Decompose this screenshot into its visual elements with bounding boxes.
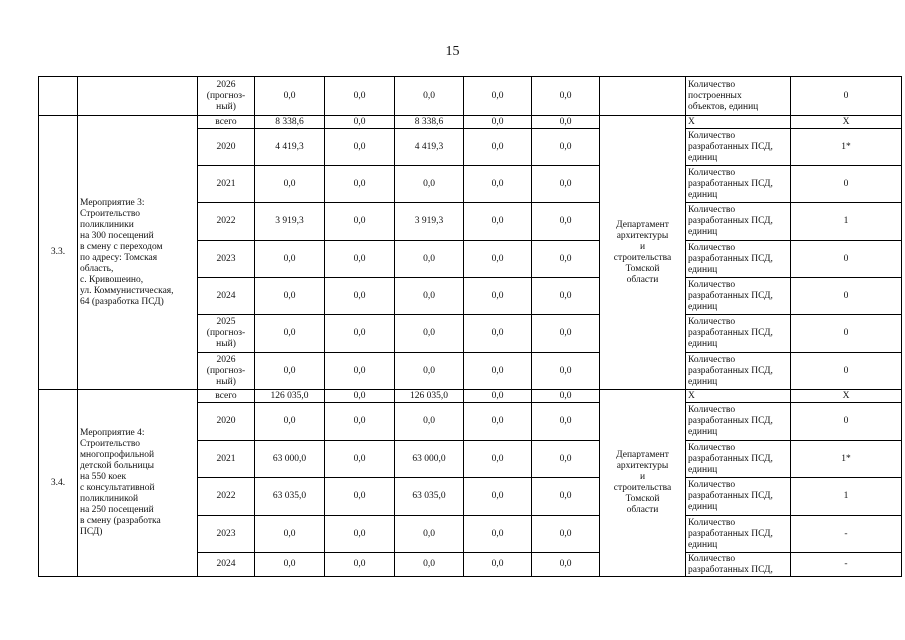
target-cell: 0	[791, 241, 902, 278]
value-cell: 0,0	[255, 278, 325, 315]
year-cell: 2024	[198, 278, 255, 315]
indicator-cell: Количество разработанных ПСД, единиц	[686, 516, 791, 553]
value-cell: 0,0	[395, 166, 464, 203]
value-cell: 0,0	[532, 77, 600, 116]
target-cell: 0	[791, 77, 902, 116]
year-cell: 2023	[198, 516, 255, 553]
year-cell: 2020	[198, 403, 255, 441]
target-cell: 1	[791, 478, 902, 516]
value-cell: 0,0	[464, 441, 532, 478]
target-cell: 1*	[791, 441, 902, 478]
value-cell: 0,0	[325, 203, 395, 241]
table-row	[39, 116, 902, 129]
value-cell: 0,0	[325, 403, 395, 441]
value-cell: 0,0	[395, 353, 464, 390]
value-cell: 0,0	[464, 315, 532, 353]
target-cell: Х	[791, 116, 902, 129]
value-cell: 0,0	[395, 241, 464, 278]
value-cell: 0,0	[464, 553, 532, 577]
indicator-cell: Количество разработанных ПСД, единиц	[686, 129, 791, 166]
value-cell: 63 035,0	[255, 478, 325, 516]
year-cell: 2025 (прогноз- ный)	[198, 315, 255, 353]
indicator-cell: Количество разработанных ПСД, единиц	[686, 403, 791, 441]
value-cell: 0,0	[255, 553, 325, 577]
year-cell: всего	[198, 390, 255, 403]
value-cell: 0,0	[464, 353, 532, 390]
value-cell: 0,0	[532, 166, 600, 203]
value-cell: 0,0	[464, 390, 532, 403]
target-cell: 0	[791, 353, 902, 390]
target-cell: 0	[791, 315, 902, 353]
value-cell: 0,0	[395, 403, 464, 441]
indicator-cell: Х	[686, 390, 791, 403]
year-cell: 2024	[198, 553, 255, 577]
value-cell: 0,0	[325, 241, 395, 278]
year-cell: 2026 (прогноз- ный)	[198, 77, 255, 116]
indicator-cell: Х	[686, 116, 791, 129]
value-cell: 0,0	[464, 241, 532, 278]
value-cell: 0,0	[532, 203, 600, 241]
value-cell: 0,0	[532, 241, 600, 278]
target-cell: -	[791, 553, 902, 577]
value-cell: 63 000,0	[255, 441, 325, 478]
indicator-cell: Количество разработанных ПСД, единиц	[686, 441, 791, 478]
value-cell: 0,0	[395, 516, 464, 553]
department-cell	[600, 77, 686, 116]
value-cell: 0,0	[532, 129, 600, 166]
value-cell: 0,0	[532, 315, 600, 353]
value-cell: 0,0	[255, 403, 325, 441]
year-cell: 2023	[198, 241, 255, 278]
year-cell: 2020	[198, 129, 255, 166]
value-cell: 0,0	[532, 390, 600, 403]
target-cell: Х	[791, 390, 902, 403]
value-cell: 0,0	[325, 390, 395, 403]
value-cell: 0,0	[464, 77, 532, 116]
value-cell: 8 338,6	[255, 116, 325, 129]
value-cell: 0,0	[255, 315, 325, 353]
number-cell	[39, 77, 78, 116]
value-cell: 0,0	[325, 441, 395, 478]
value-cell: 0,0	[532, 516, 600, 553]
indicator-cell: Количество разработанных ПСД, единиц	[686, 353, 791, 390]
value-cell: 0,0	[255, 353, 325, 390]
department-cell: Департамент архитектуры и строительства Томской области	[600, 116, 686, 390]
value-cell: 0,0	[255, 77, 325, 116]
value-cell: 0,0	[532, 278, 600, 315]
value-cell: 0,0	[464, 516, 532, 553]
value-cell: 0,0	[325, 278, 395, 315]
value-cell: 0,0	[464, 403, 532, 441]
indicator-cell: Количество построенных объектов, единиц	[686, 77, 791, 116]
value-cell: 0,0	[532, 116, 600, 129]
indicator-cell: Количество разработанных ПСД, единиц	[686, 315, 791, 353]
value-cell: 0,0	[464, 478, 532, 516]
value-cell: 0,0	[464, 129, 532, 166]
year-cell: 2021	[198, 441, 255, 478]
value-cell: 0,0	[395, 553, 464, 577]
target-cell: 0	[791, 166, 902, 203]
budget-table	[38, 76, 902, 577]
target-cell: -	[791, 516, 902, 553]
value-cell: 63 035,0	[395, 478, 464, 516]
value-cell: 3 919,3	[255, 203, 325, 241]
value-cell: 0,0	[325, 129, 395, 166]
year-cell: всего	[198, 116, 255, 129]
value-cell: 0,0	[325, 353, 395, 390]
value-cell: 0,0	[532, 553, 600, 577]
value-cell: 3 919,3	[395, 203, 464, 241]
measure-name: Мероприятие 3: Строительство поликлиники на 300 посещений в смену с переходом по адресу: Томская область, с. Кривошеино, ул. Коммунистическая, 64 (разработка ПСД)	[78, 116, 198, 390]
value-cell: 0,0	[532, 478, 600, 516]
indicator-cell: Количество разработанных ПСД, единиц	[686, 241, 791, 278]
value-cell: 0,0	[325, 478, 395, 516]
value-cell: 0,0	[395, 278, 464, 315]
indicator-cell: Количество разработанных ПСД, единиц	[686, 278, 791, 315]
value-cell: 0,0	[255, 241, 325, 278]
year-cell: 2022	[198, 203, 255, 241]
target-cell: 1*	[791, 129, 902, 166]
value-cell: 126 035,0	[255, 390, 325, 403]
table-row	[39, 390, 902, 403]
year-cell: 2022	[198, 478, 255, 516]
measure-name: Мероприятие 4: Строительство многопрофильной детской больницы на 550 коек с консультативной поликлиникой на 250 посещений в смену (разработка ПСД)	[78, 390, 198, 577]
value-cell: 4 419,3	[255, 129, 325, 166]
measure-number: 3.4.	[39, 390, 78, 577]
value-cell: 126 035,0	[395, 390, 464, 403]
value-cell: 0,0	[464, 166, 532, 203]
value-cell: 0,0	[255, 516, 325, 553]
value-cell: 0,0	[325, 553, 395, 577]
indicator-cell: Количество разработанных ПСД,	[686, 553, 791, 577]
value-cell: 0,0	[395, 77, 464, 116]
value-cell: 0,0	[325, 116, 395, 129]
value-cell: 0,0	[532, 441, 600, 478]
value-cell: 0,0	[464, 116, 532, 129]
value-cell: 0,0	[325, 315, 395, 353]
indicator-cell: Количество разработанных ПСД, единиц	[686, 166, 791, 203]
year-cell: 2026 (прогноз- ный)	[198, 353, 255, 390]
target-cell: 1	[791, 203, 902, 241]
value-cell: 8 338,6	[395, 116, 464, 129]
value-cell: 4 419,3	[395, 129, 464, 166]
value-cell: 63 000,0	[395, 441, 464, 478]
indicator-cell: Количество разработанных ПСД, единиц	[686, 478, 791, 516]
measure-number: 3.3.	[39, 116, 78, 390]
table-row	[39, 77, 902, 116]
value-cell: 0,0	[325, 516, 395, 553]
value-cell: 0,0	[255, 166, 325, 203]
value-cell: 0,0	[325, 77, 395, 116]
year-cell: 2021	[198, 166, 255, 203]
target-cell: 0	[791, 278, 902, 315]
target-cell: 0	[791, 403, 902, 441]
value-cell: 0,0	[532, 353, 600, 390]
value-cell: 0,0	[532, 403, 600, 441]
value-cell: 0,0	[395, 315, 464, 353]
value-cell: 0,0	[325, 166, 395, 203]
department-cell: Департамент архитектуры и строительства Томской области	[600, 390, 686, 577]
name-cell	[78, 77, 198, 116]
page-number: 15	[445, 44, 460, 59]
value-cell: 0,0	[464, 203, 532, 241]
value-cell: 0,0	[464, 278, 532, 315]
indicator-cell: Количество разработанных ПСД, единиц	[686, 203, 791, 241]
